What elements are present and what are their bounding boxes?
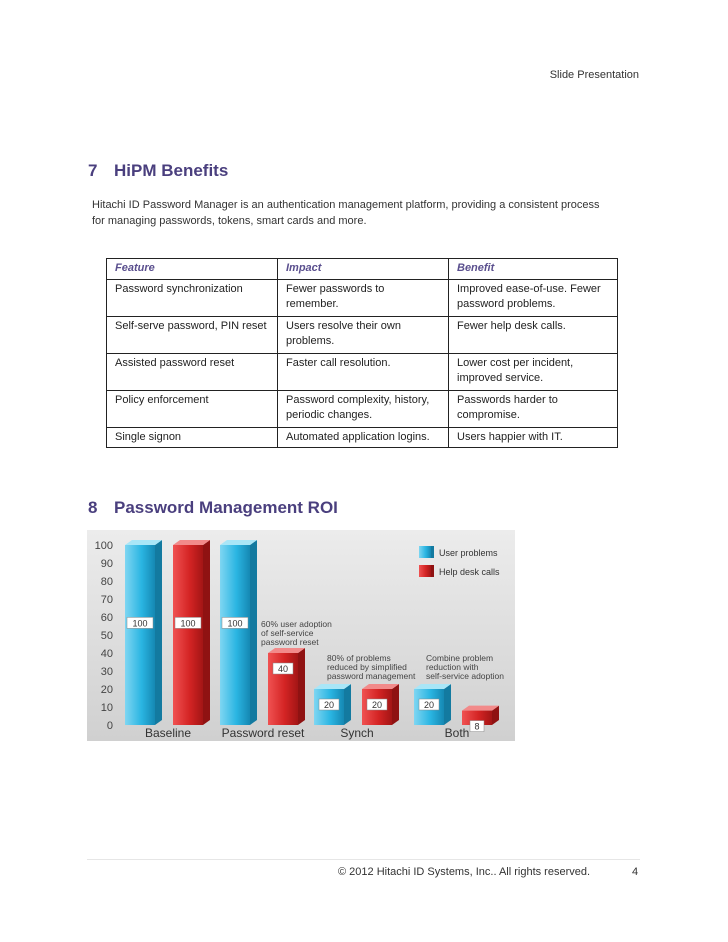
- data-label: 20: [371, 700, 383, 710]
- roi-chart: [87, 530, 515, 741]
- section-title: Password Management ROI: [114, 498, 338, 517]
- data-label: 100: [227, 618, 243, 629]
- y-tick-label: 20: [100, 684, 113, 696]
- impact-cell: Password complexity, history, periodic changes.: [278, 391, 449, 428]
- x-category-label: Synch: [340, 726, 374, 740]
- footer-divider: [87, 859, 640, 860]
- benefit-cell: Fewer help desk calls.: [449, 317, 618, 354]
- legend-swatch: [419, 565, 431, 577]
- section-heading-roi: [88, 498, 338, 518]
- bar-side: [298, 648, 305, 725]
- data-label: 100: [180, 618, 196, 629]
- footer-copyright: © 2012 Hitachi ID Systems, Inc.. All rights reserved.: [338, 866, 591, 878]
- bar: [220, 545, 250, 725]
- table-row: [107, 280, 618, 317]
- section-number: 7: [88, 161, 98, 180]
- header-label: Slide Presentation: [549, 69, 639, 81]
- feature-cell: Self-serve password, PIN reset: [107, 317, 278, 354]
- feature-cell: Assisted password reset: [107, 354, 278, 391]
- feature-cell: Single signon: [107, 428, 278, 448]
- bar-side: [155, 540, 162, 725]
- y-tick-label: 50: [100, 630, 113, 642]
- bar-side: [444, 684, 451, 725]
- header-benefit: Benefit: [449, 259, 618, 280]
- bar-side: [250, 540, 257, 725]
- bar-side: [203, 540, 210, 725]
- benefit-cell: Lower cost per incident, improved service.: [449, 354, 618, 391]
- benefit-cell: Users happier with IT.: [449, 428, 618, 448]
- x-category-label: Password reset: [221, 726, 305, 740]
- chart-annotation: 80% of problems reduced by simplified password management: [327, 653, 416, 681]
- y-tick-label: 10: [100, 702, 113, 714]
- feature-cell: Password synchronization: [107, 280, 278, 317]
- table-row: [107, 354, 618, 391]
- impact-cell: Automated application logins.: [278, 428, 449, 448]
- legend-label: Help desk calls: [439, 567, 500, 577]
- bar: [125, 545, 155, 725]
- impact-cell: Fewer passwords to remember.: [278, 280, 449, 317]
- page-number: 4: [632, 866, 639, 878]
- intro-paragraph: Hitachi ID Password Manager is an authentication management platform, providing a consistent process for managing passwords, tokens, smart cards and more.: [92, 199, 600, 227]
- data-label: 100: [132, 618, 148, 629]
- y-tick-label: 40: [100, 648, 113, 660]
- x-category-label: Baseline: [144, 726, 192, 740]
- legend-swatch-side: [431, 565, 434, 577]
- table-row: [107, 317, 618, 354]
- impact-cell: Faster call resolution.: [278, 354, 449, 391]
- data-label: 20: [323, 700, 335, 710]
- data-label: 40: [277, 664, 289, 674]
- y-tick-label: 90: [100, 558, 113, 570]
- legend-swatch: [419, 546, 431, 558]
- benefit-cell: Passwords harder to compromise.: [449, 391, 618, 428]
- feature-cell: Policy enforcement: [107, 391, 278, 428]
- bar: [173, 545, 203, 725]
- legend-label: User problems: [439, 548, 498, 558]
- y-tick-label: 30: [100, 666, 113, 678]
- legend-swatch-side: [431, 546, 434, 558]
- y-tick-label: 80: [100, 576, 113, 588]
- roi-chart-svg: [87, 530, 515, 741]
- header-impact: Impact: [278, 259, 449, 280]
- header-feature: Feature: [107, 259, 278, 280]
- benefit-cell: Improved ease-of-use. Fewer password problems.: [449, 280, 618, 317]
- chart-annotation: 60% user adoption of self-service password reset: [261, 619, 332, 647]
- bar-side: [344, 684, 351, 725]
- table-row: [107, 391, 618, 428]
- table-row: [107, 428, 618, 448]
- y-tick-label: 60: [100, 612, 113, 624]
- section-title: HiPM Benefits: [114, 161, 229, 180]
- data-label: 8: [474, 721, 480, 732]
- section-heading-benefits: [88, 161, 228, 181]
- y-tick-label: 100: [94, 540, 113, 552]
- section-number: 8: [88, 498, 98, 517]
- bar-side: [392, 684, 399, 725]
- table-header-row: [107, 259, 618, 280]
- y-tick-label: 70: [100, 594, 113, 606]
- y-tick-label: 0: [106, 720, 113, 732]
- chart-annotation: Combine problem reduction with self-service adoption: [426, 653, 504, 681]
- impact-cell: Users resolve their own problems.: [278, 317, 449, 354]
- data-label: 20: [423, 700, 435, 710]
- x-category-label: Both: [444, 726, 470, 740]
- benefits-table: [106, 258, 618, 448]
